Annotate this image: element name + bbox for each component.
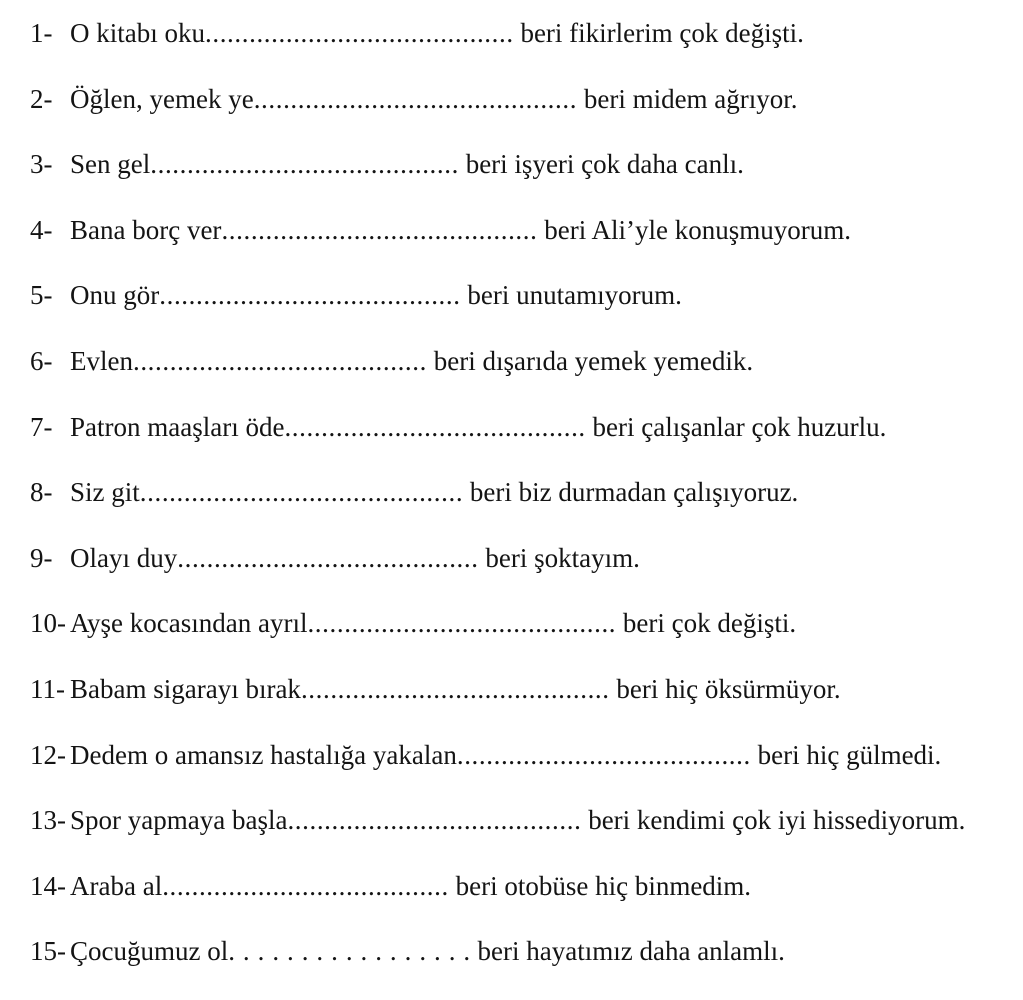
- line-text: [70, 934, 1013, 968]
- sentence-start: Patron maaşları öde: [70, 411, 285, 442]
- line-text: [70, 16, 1013, 50]
- sentence-end: beri otobüse hiç binmedim.: [455, 870, 752, 901]
- sentence-start: Öğlen, yemek ye: [70, 83, 254, 114]
- exercise-line-4: [30, 213, 1013, 279]
- sentence-end: beri midem ağrıyor.: [583, 83, 798, 114]
- line-text: [70, 278, 1013, 312]
- line-text: [70, 738, 1013, 772]
- fill-in-blank: .........................................: [284, 411, 586, 442]
- line-number: 8-: [30, 477, 53, 508]
- line-number: 15-: [30, 936, 66, 967]
- fill-in-blank: .........................................: [177, 542, 479, 573]
- line-number: 6-: [30, 345, 53, 376]
- line-text: [70, 410, 1013, 444]
- fill-in-blank: ...........................................: [221, 214, 538, 245]
- line-number: 14-: [30, 870, 66, 901]
- sentence-start: Olayı duy: [70, 542, 178, 573]
- exercise-line-8: [30, 475, 1013, 541]
- exercise-line-5: [30, 278, 1013, 344]
- line-number: 12-: [30, 739, 66, 770]
- sentence-end: beri unutamıyorum.: [467, 280, 682, 311]
- exercise-line-3: [30, 147, 1013, 213]
- sentence-end: beri çok değişti.: [622, 608, 797, 639]
- fill-in-blank: ............................................: [139, 477, 464, 508]
- fill-in-blank: ........................................: [132, 345, 427, 376]
- fill-in-blank: ..........................................: [150, 149, 459, 180]
- fill-in-blank: . . . . . . . . . . . . . . . . .: [228, 936, 471, 967]
- fill-in-blank: ..........................................: [307, 608, 617, 639]
- fill-in-blank: ........................................: [456, 739, 751, 770]
- line-text: [70, 869, 1013, 903]
- exercise-line-15: [30, 934, 1013, 1000]
- fill-in-blank: .........................................: [159, 280, 461, 311]
- sentence-start: Bana borç ver: [70, 214, 222, 245]
- sentence-start: Siz git: [70, 477, 140, 508]
- line-number: 10-: [30, 608, 66, 639]
- line-text: [70, 344, 1013, 378]
- line-number: 5-: [30, 280, 53, 311]
- line-number: 4-: [30, 214, 53, 245]
- line-text: [70, 82, 1013, 116]
- fill-in-blank: ............................................: [253, 83, 578, 114]
- line-text: [70, 606, 1013, 640]
- sentence-end: beri hiç öksürmüyor.: [616, 673, 841, 704]
- exercise-line-10: [30, 606, 1013, 672]
- sentence-end: beri çalışanlar çok huzurlu.: [592, 411, 887, 442]
- exercise-line-9: [30, 541, 1013, 607]
- exercise-line-2: [30, 82, 1013, 148]
- sentence-end: beri işyeri çok daha canlı.: [465, 149, 744, 180]
- sentence-end: beri fikirlerim çok değişti.: [520, 18, 804, 48]
- exercise-line-7: [30, 410, 1013, 476]
- sentence-start: Çocuğumuz ol: [70, 936, 229, 967]
- sentence-start: Babam sigarayı bırak: [70, 673, 301, 704]
- sentence-start: Evlen: [70, 345, 133, 376]
- sentence-end: beri hayatımız daha anlamlı.: [477, 936, 785, 967]
- line-number: 1-: [30, 18, 53, 48]
- line-text: [70, 213, 1013, 247]
- line-text: [70, 147, 1013, 181]
- sentence-start: Araba al: [70, 870, 163, 901]
- sentence-start: Sen gel: [70, 149, 151, 180]
- line-number: 11-: [30, 673, 65, 704]
- line-text: [70, 803, 1013, 837]
- line-number: 2-: [30, 83, 53, 114]
- sentence-end: beri Ali’yle konuşmuyorum.: [544, 214, 851, 245]
- exercise-line-1: [30, 16, 1013, 82]
- line-text: [70, 541, 1013, 575]
- sentence-end: beri dışarıda yemek yemedik.: [433, 345, 754, 376]
- line-number: 13-: [30, 805, 66, 836]
- line-number: 7-: [30, 411, 53, 442]
- line-number: 3-: [30, 149, 53, 180]
- sentence-start: Dedem o amansız hastalığa yakalan: [70, 739, 457, 770]
- sentence-end: beri şoktayım.: [485, 542, 640, 573]
- line-text: [70, 475, 1013, 509]
- line-number: 9-: [30, 542, 53, 573]
- line-text: [70, 672, 1013, 706]
- fill-in-blank: ..........................................: [300, 673, 610, 704]
- exercise-line-13: [30, 803, 1013, 869]
- sentence-end: beri biz durmadan çalışıyoruz.: [469, 477, 799, 508]
- fill-in-blank: ..........................................: [205, 18, 514, 48]
- exercise-line-6: [30, 344, 1013, 410]
- exercise-line-11: [30, 672, 1013, 738]
- sentence-end: beri hiç gülmedi.: [757, 739, 942, 770]
- sentence-start: O kitabı oku: [70, 18, 205, 48]
- exercise-line-12: [30, 738, 1013, 804]
- sentence-start: Onu gör: [70, 280, 160, 311]
- sentence-start: Ayşe kocasından ayrıl: [70, 608, 308, 639]
- exercise-line-14: [30, 869, 1013, 935]
- fill-in-blank: .......................................: [162, 870, 449, 901]
- fill-in-blank: ........................................: [287, 805, 582, 836]
- sentence-end: beri kendimi çok iyi hissediyorum.: [588, 805, 966, 836]
- sentence-start: Spor yapmaya başla: [70, 805, 288, 836]
